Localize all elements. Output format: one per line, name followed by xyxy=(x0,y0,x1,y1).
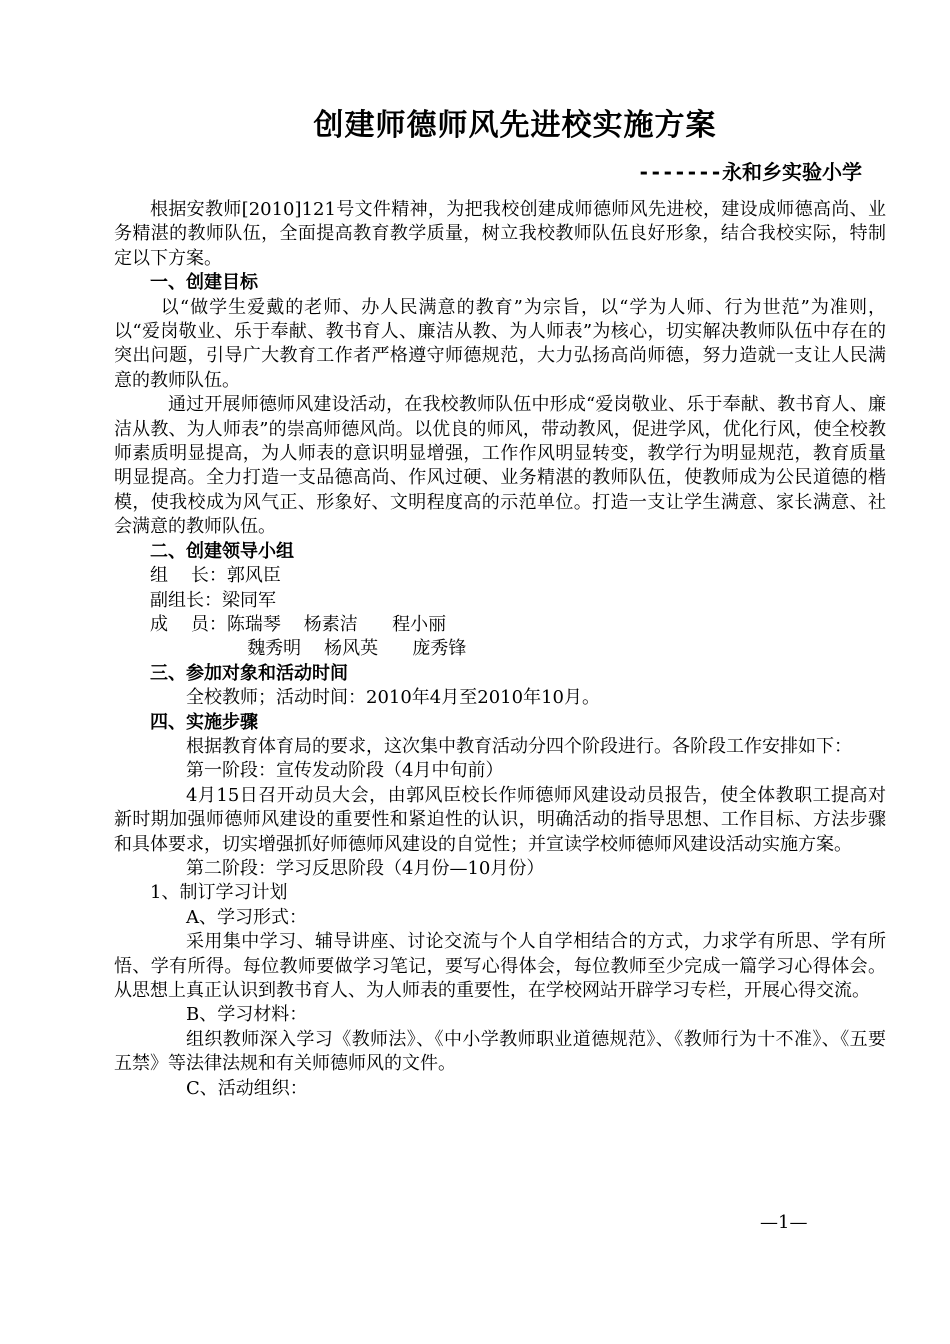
document-body xyxy=(114,198,886,1101)
list-item: 1、制订学习计划 xyxy=(150,882,288,904)
page-number: —1— xyxy=(760,1212,808,1233)
paragraph: 全校教师；活动时间：2010年4月至2010年10月。 xyxy=(186,687,600,709)
deputy-line: 副组长：梁同军 xyxy=(150,589,276,611)
sub-heading: C、活动组织： xyxy=(186,1077,308,1099)
section-heading: 一、创建目标 xyxy=(150,272,258,294)
leader-line: 组 长：郭风臣 xyxy=(150,565,281,587)
section-heading: 三、参加对象和活动时间 xyxy=(150,662,348,684)
paragraph: 4月15日召开动员大会，由郭风臣校长作师德师风建设动员报告，使全体教职工提高对新时期加强师德师风建设的重要性和紧迫性的认识，明确活动的指导思想、工作目标、方法步骤和具体要求，切实增强抓好师德师风建设的自觉性；并宣读学校师德师风建设活动实施方案。 xyxy=(114,784,886,855)
stage-title: 第一阶段：宣传发动阶段（4月中旬前） xyxy=(186,760,504,782)
members-line: 魏秀明 杨风英 庞秀锋 xyxy=(247,638,467,660)
section-heading: 四、实施步骤 xyxy=(150,711,258,733)
intro-paragraph: 根据安教师[2010]121号文件精神，为把我校创建成师德师风先进校，建设成师德高尚、业务精湛的教师队伍，全面提高教育教学质量，树立我校教师队伍良好形象，结合我校实际，特制定以下方案。 xyxy=(114,199,886,269)
paragraph: 采用集中学习、辅导讲座、讨论交流与个人自学相结合的方式，力求学有所思、学有所悟、学有所得。每位教师要做学习笔记，要写心得体会，每位教师至少完成一篇学习心得体会。从思想上真正认识到教书育人、为人师表的重要性，在学校网站开辟学习专栏，开展心得交流。 xyxy=(114,931,886,1001)
paragraph: 根据教育体育局的要求，这次集中教育活动分四个阶段进行。各阶段工作安排如下： xyxy=(186,735,852,757)
paragraph: 组织教师深入学习《教师法》、《中小学教师职业道德规范》、《教师行为十不准》、《五要五禁》等法律法规和有关师德师风的文件。 xyxy=(114,1028,886,1075)
section-heading: 二、创建领导小组 xyxy=(150,540,294,562)
sub-heading: B、学习材料： xyxy=(186,1004,308,1026)
paragraph: 以“做学生爱戴的老师、办人民满意的教育”为宗旨，以“学为人师、行为世范”为准则，以“爱岗敬业、乐于奉献、教书育人、廉洁从教、为人师表”为核心，切实解决教师队伍中存在的突出问题，引导广大教育工作者严格遵守师德规范，大力弘扬高尚师德，努力造就一支让人民满意的教师队伍。 xyxy=(114,296,886,391)
stage-title: 第二阶段：学习反思阶段（4月份—10月份） xyxy=(186,857,545,879)
paragraph: 通过开展师德师风建设活动，在我校教师队伍中形成“爱岗敬业、乐于奉献、教书育人、廉洁从教、为人师表”的崇高师德风尚。以优良的师风，带动教风，促进学风，优化行风，使全校教师素质明显提高，为人师表的意识明显增强，工作作风明显转变，教学行为明显规范，教育质量明显提高。全力打造一支品德高尚、作风过硬、业务精湛的教师队伍，使教师成为公民道德的楷模，使我校成为风气正、形象好、文明程度高的示范单位。打造一支让学生满意、家长满意、社会满意的教师队伍。 xyxy=(114,394,886,538)
document-title: 创建师德师风先进校实施方案 xyxy=(313,108,717,143)
document-subtitle: -------永和乡实验小学 xyxy=(637,160,862,184)
sub-heading: A、学习形式： xyxy=(186,906,307,928)
members-line: 成 员：陈瑞琴 杨素洁 程小丽 xyxy=(150,613,447,635)
